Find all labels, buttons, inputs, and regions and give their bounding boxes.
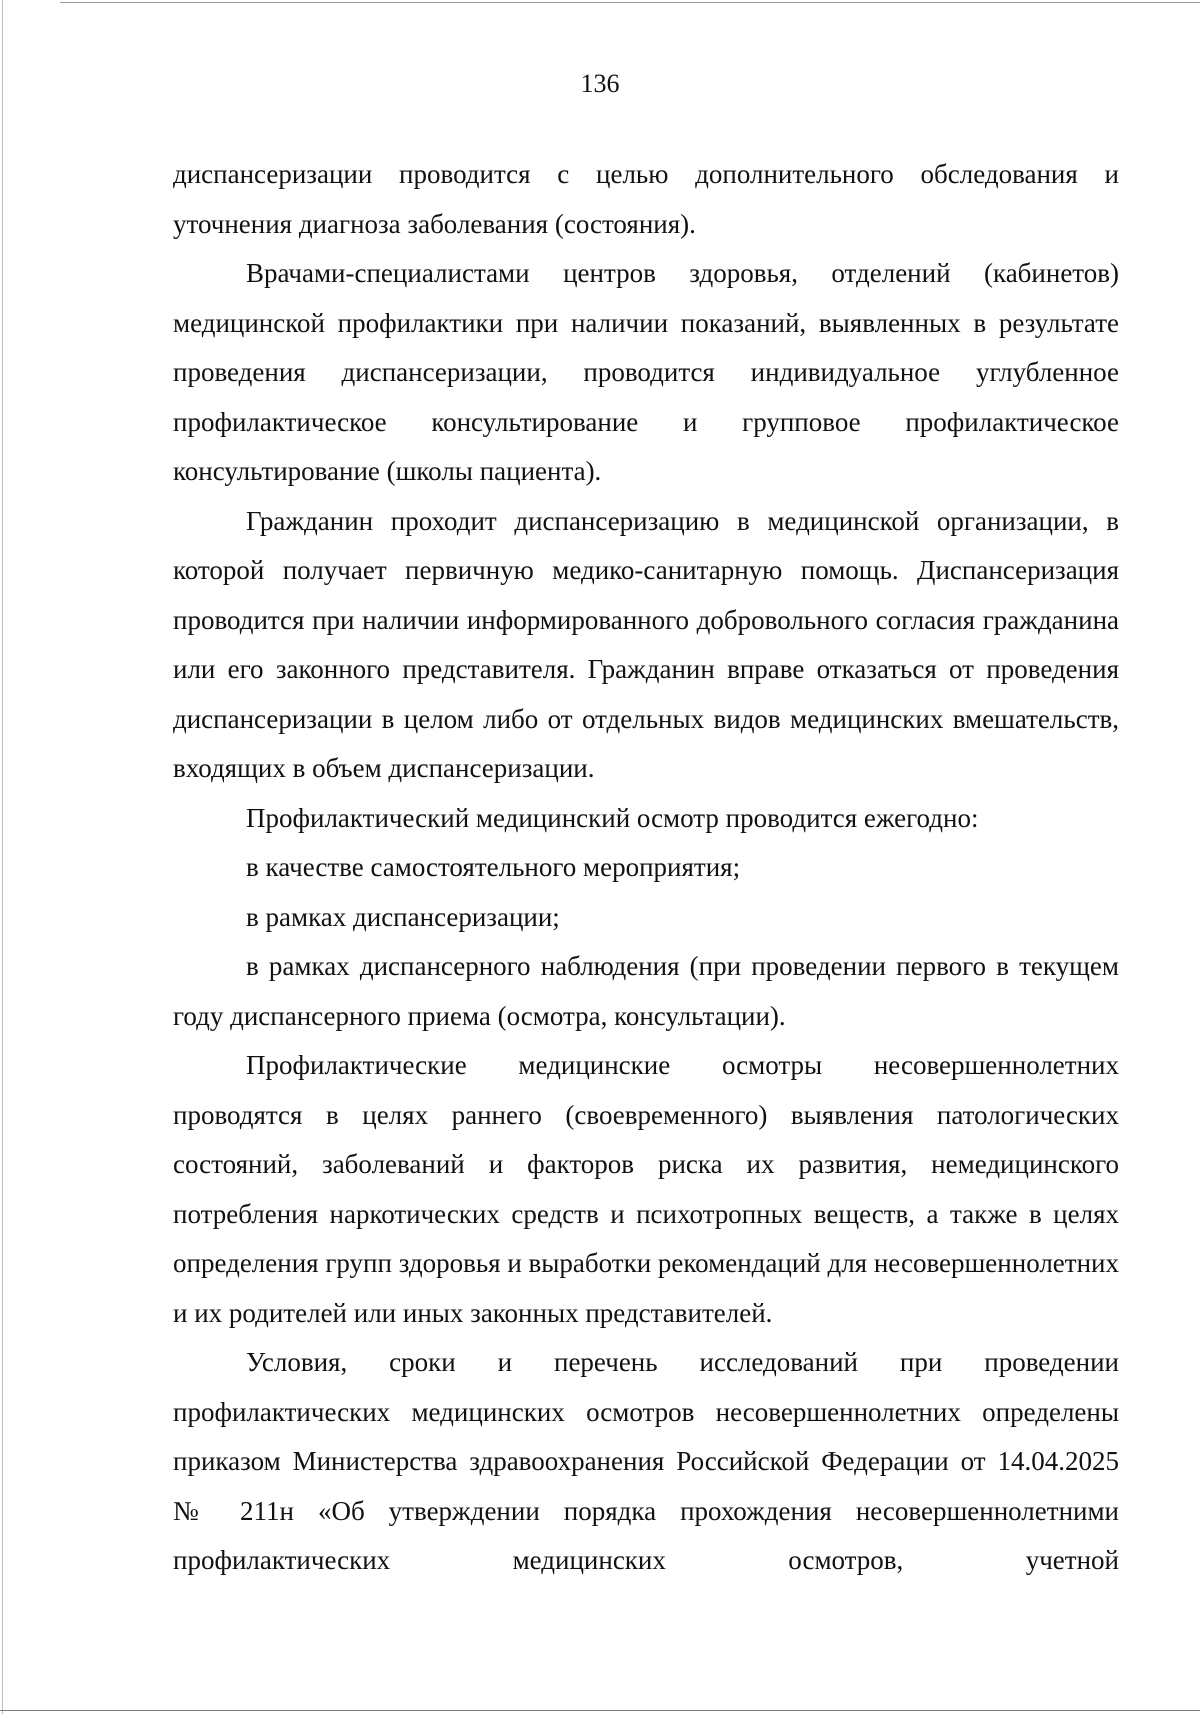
- paragraph: диспансеризации проводится с целью дополнительного обследования и уточнения диагноза заболевания (состояния).: [173, 159, 1119, 239]
- list-item: в рамках диспансеризации;: [246, 901, 560, 932]
- list-item: в рамках диспансерного наблюдения (при проведении первого в текущем году диспансерного приема (осмотра, консультации).: [173, 951, 1119, 1031]
- document-body: [173, 150, 1119, 1586]
- paragraph: Условия, сроки и перечень исследований при проведении профилактических медицинских осмотров несовершеннолетних определены приказом Министерства здравоохранения Российской Федерации от 14.04.2025 № 211н «Об утверждении порядка прохождения несовершеннолетними профилактических медицинских осмотров, учетной: [173, 1347, 1119, 1575]
- paragraph: Гражданин проходит диспансеризацию в медицинской организации, в которой получает первичную медико-санитарную помощь. Диспансеризация проводится при наличии информированного добровольного согласия гражданина или его законного представителя. Гражданин вправе отказаться от проведения диспансеризации в целом либо от отдельных видов медицинских вмешательств, входящих в объем диспансеризации.: [173, 505, 1119, 783]
- paragraph: Профилактический медицинский осмотр проводится ежегодно:: [246, 802, 979, 833]
- scan-edge-bottom: [0, 1710, 1200, 1711]
- paragraph: Врачами-специалистами центров здоровья, отделений (кабинетов) медицинской профилактики при наличии показаний, выявленных в результате проведения диспансеризации, проводится индивидуальное углубленное профилактическое консультирование и групповое профилактическое консультирование (школы пациента).: [173, 258, 1119, 486]
- page-number: 136: [580, 69, 620, 98]
- list-item: в качестве самостоятельного мероприятия;: [246, 852, 741, 882]
- scan-edge-left: [2, 0, 3, 1714]
- scan-edge-top: [60, 2, 1200, 3]
- paragraph: Профилактические медицинские осмотры несовершеннолетних проводятся в целях раннего (своевременного) выявления патологических состояний, заболеваний и факторов риска их развития, немедицинского потребления наркотических средств и психотропных веществ, а также в целях определения групп здоровья и выработки рекомендаций для несовершеннолетних и их родителей или иных законных представителей.: [173, 1050, 1119, 1328]
